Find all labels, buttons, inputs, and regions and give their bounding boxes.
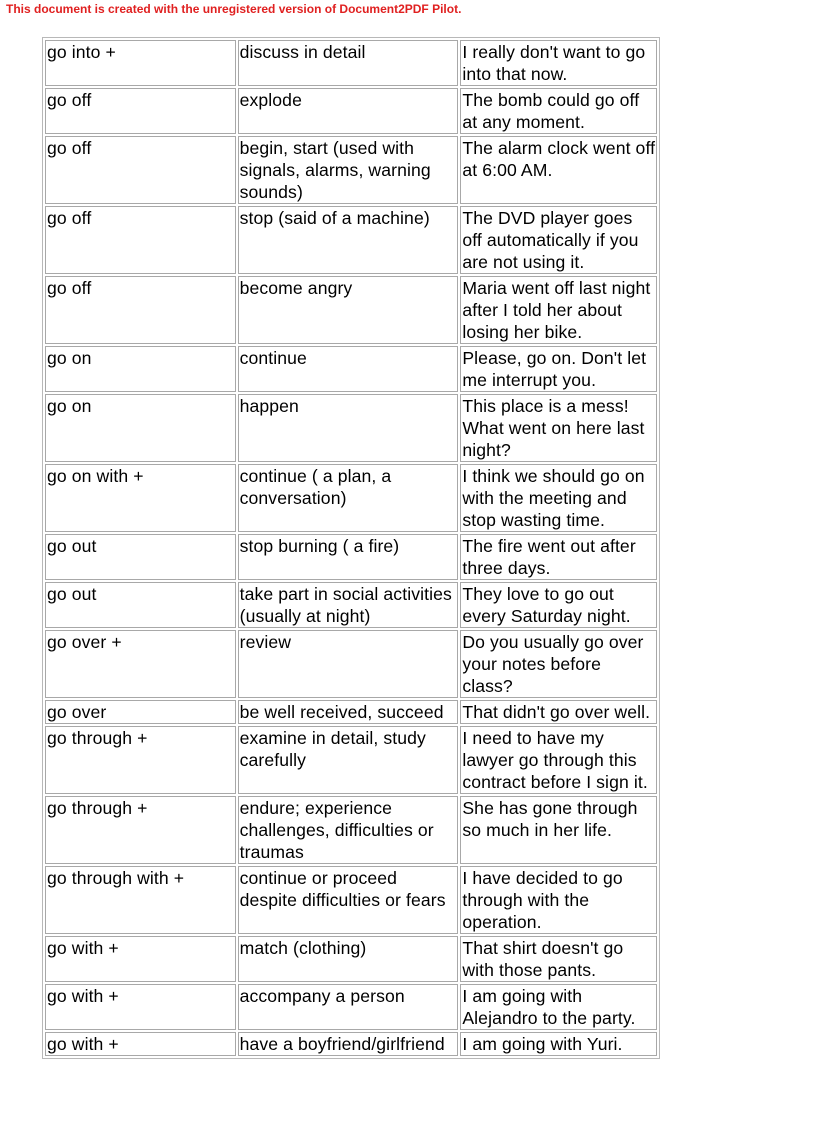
- table-row: [45, 346, 657, 392]
- phrasal-verb-cell: go on: [45, 346, 236, 392]
- meaning-cell: match (clothing): [238, 936, 459, 982]
- example-cell: Do you usually go over your notes before class?: [460, 630, 657, 698]
- example-cell: Please, go on. Don't let me interrupt you.: [460, 346, 657, 392]
- example-cell: The fire went out after three days.: [460, 534, 657, 580]
- meaning-cell: be well received, succeed: [238, 700, 459, 724]
- table-row: [45, 866, 657, 934]
- table-row: [45, 40, 657, 86]
- phrasal-verb-cell: go out: [45, 534, 236, 580]
- phrasal-verb-cell: go with +: [45, 984, 236, 1030]
- phrasal-verb-cell: go on with +: [45, 464, 236, 532]
- example-cell: Maria went off last night after I told her about losing her bike.: [460, 276, 657, 344]
- meaning-cell: stop burning ( a fire): [238, 534, 459, 580]
- table-row: [45, 136, 657, 204]
- phrasal-verb-cell: go over: [45, 700, 236, 724]
- phrasal-verb-cell: go off: [45, 276, 236, 344]
- phrasal-verb-cell: go through with +: [45, 866, 236, 934]
- meaning-cell: endure; experience challenges, difficulties or traumas: [238, 796, 459, 864]
- phrasal-verb-table: [42, 37, 660, 1059]
- meaning-cell: become angry: [238, 276, 459, 344]
- meaning-cell: take part in social activities (usually at night): [238, 582, 459, 628]
- meaning-cell: accompany a person: [238, 984, 459, 1030]
- phrasal-verb-cell: go with +: [45, 1032, 236, 1056]
- example-cell: I am going with Alejandro to the party.: [460, 984, 657, 1030]
- table-row: [45, 534, 657, 580]
- meaning-cell: happen: [238, 394, 459, 462]
- example-cell: She has gone through so much in her life.: [460, 796, 657, 864]
- table-body: [45, 40, 657, 1056]
- example-cell: I think we should go on with the meeting and stop wasting time.: [460, 464, 657, 532]
- meaning-cell: explode: [238, 88, 459, 134]
- meaning-cell: examine in detail, study carefully: [238, 726, 459, 794]
- example-cell: The bomb could go off at any moment.: [460, 88, 657, 134]
- phrasal-verb-cell: go through +: [45, 796, 236, 864]
- example-cell: They love to go out every Saturday night.: [460, 582, 657, 628]
- table-row: [45, 936, 657, 982]
- table-row: [45, 796, 657, 864]
- meaning-cell: discuss in detail: [238, 40, 459, 86]
- table-row: [45, 984, 657, 1030]
- meaning-cell: begin, start (used with signals, alarms, warning sounds): [238, 136, 459, 204]
- meaning-cell: have a boyfriend/girlfriend: [238, 1032, 459, 1056]
- table-row: [45, 394, 657, 462]
- table-row: [45, 700, 657, 724]
- meaning-cell: continue: [238, 346, 459, 392]
- phrasal-verb-cell: go out: [45, 582, 236, 628]
- example-cell: I am going with Yuri.: [460, 1032, 657, 1056]
- table-row: [45, 206, 657, 274]
- meaning-cell: continue or proceed despite difficulties or fears: [238, 866, 459, 934]
- phrasal-verb-cell: go through +: [45, 726, 236, 794]
- phrasal-verb-cell: go off: [45, 206, 236, 274]
- meaning-cell: stop (said of a machine): [238, 206, 459, 274]
- table-row: [45, 1032, 657, 1056]
- watermark-banner: This document is created with the unregistered version of Document2PDF Pilot.: [6, 2, 462, 16]
- example-cell: I need to have my lawyer go through this contract before I sign it.: [460, 726, 657, 794]
- meaning-cell: review: [238, 630, 459, 698]
- table-row: [45, 276, 657, 344]
- phrasal-verb-cell: go with +: [45, 936, 236, 982]
- table-row: [45, 582, 657, 628]
- example-cell: I have decided to go through with the operation.: [460, 866, 657, 934]
- phrasal-verb-cell: go into +: [45, 40, 236, 86]
- example-cell: The DVD player goes off automatically if you are not using it.: [460, 206, 657, 274]
- table-row: [45, 88, 657, 134]
- phrasal-verb-cell: go off: [45, 88, 236, 134]
- table-row: [45, 630, 657, 698]
- phrasal-verb-cell: go on: [45, 394, 236, 462]
- phrasal-verb-cell: go off: [45, 136, 236, 204]
- example-cell: That shirt doesn't go with those pants.: [460, 936, 657, 982]
- table-row: [45, 726, 657, 794]
- example-cell: This place is a mess! What went on here last night?: [460, 394, 657, 462]
- example-cell: I really don't want to go into that now.: [460, 40, 657, 86]
- table-row: [45, 464, 657, 532]
- phrasal-verb-cell: go over +: [45, 630, 236, 698]
- example-cell: That didn't go over well.: [460, 700, 657, 724]
- example-cell: The alarm clock went off at 6:00 AM.: [460, 136, 657, 204]
- meaning-cell: continue ( a plan, a conversation): [238, 464, 459, 532]
